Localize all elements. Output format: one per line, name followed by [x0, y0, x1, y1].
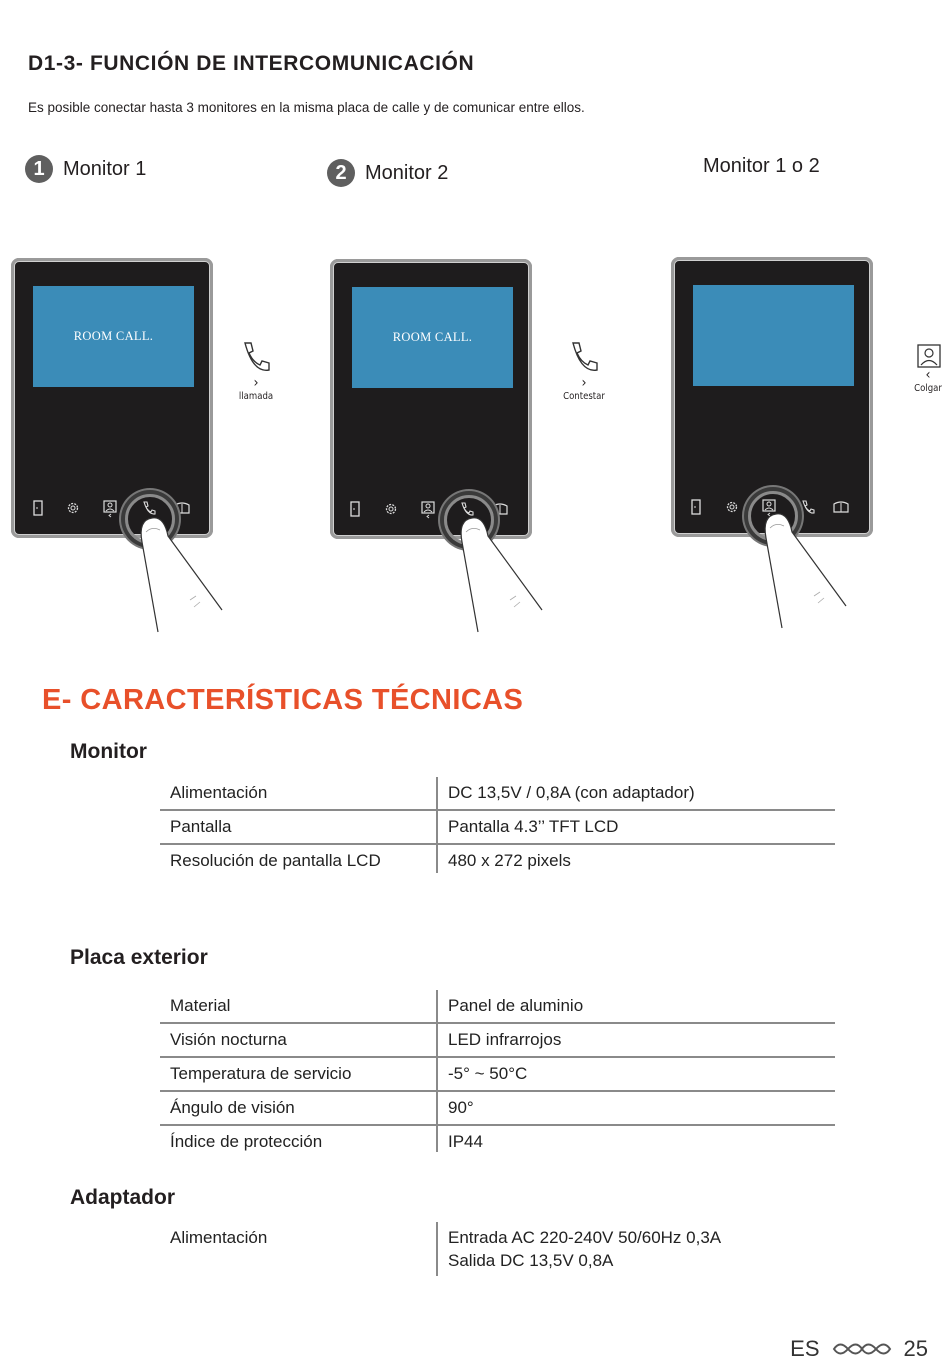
- monitor-screen: ROOM CALL.: [352, 287, 513, 388]
- monitor-screen: [693, 285, 854, 386]
- action-llamada: [228, 340, 284, 402]
- step-text: Monitor 1 o 2: [703, 155, 820, 177]
- gear-icon: [65, 500, 81, 516]
- spec-value-line1: Entrada AC 220-240V 50/60Hz 0,3A: [448, 1228, 722, 1247]
- action-label: Colgar: [914, 383, 942, 394]
- action-label: llamada: [238, 391, 274, 402]
- monitor-heading: Monitor: [70, 740, 147, 763]
- phone-icon: [567, 340, 601, 376]
- spec-value-line2: Salida DC 13,5V 0,8A: [448, 1251, 614, 1270]
- finger-press-icon: [138, 512, 233, 637]
- table-row: Material Panel de aluminio: [160, 990, 835, 1024]
- arrow-right-icon: ›: [581, 375, 587, 391]
- action-contestar: [556, 340, 612, 402]
- table-row: Índice de protección IP44: [170, 1132, 483, 1151]
- step-badge: 2: [327, 159, 355, 187]
- section-title: D1-3- FUNCIÓN DE INTERCOMUNICACIÓN: [28, 52, 475, 75]
- table-row: Temperatura de servicio -5° ~ 50°C: [160, 1058, 835, 1092]
- step-2-label: [327, 159, 448, 187]
- table-row: Ángulo de visión 90°: [160, 1092, 835, 1126]
- page-number: 25: [903, 1336, 928, 1361]
- placa-heading: Placa exterior: [70, 946, 208, 969]
- monitor-3-device: [671, 257, 873, 537]
- table-row: Pantalla Pantalla 4.3’’ TFT LCD: [160, 811, 835, 845]
- page-footer: [790, 1336, 928, 1362]
- phone-icon: [239, 340, 273, 376]
- gear-icon: [724, 499, 740, 515]
- adaptador-heading: Adaptador: [70, 1186, 175, 1209]
- monitor-1-device: [11, 258, 213, 538]
- gear-icon: [383, 501, 399, 517]
- monitor-2-device: [330, 259, 532, 539]
- spec-key: Alimentación: [170, 1228, 268, 1247]
- door-icon: [689, 499, 703, 515]
- action-colgar: [900, 344, 950, 394]
- table-row: Alimentación DC 13,5V / 0,8A (con adaptador): [160, 777, 835, 811]
- door-icon: [31, 500, 45, 516]
- step-badge: 1: [25, 155, 53, 183]
- intro-text: Es posible conectar hasta 3 monitores en la misma placa de calle y de comunicar entre ellos.: [28, 100, 585, 115]
- step-3-label: [703, 155, 820, 178]
- monitor-screen: ROOM CALL.: [33, 286, 194, 387]
- action-label: Contestar: [563, 391, 605, 402]
- door-icon: [348, 501, 362, 517]
- language-code: ES: [790, 1336, 820, 1361]
- table-row: Visión nocturna LED infrarrojos: [160, 1024, 835, 1058]
- monitor-specs-table: [160, 777, 835, 877]
- specs-title: E- CARACTERÍSTICAS TÉCNICAS: [42, 684, 524, 716]
- step-text: Monitor 2: [365, 161, 449, 184]
- brand-logo-icon: [830, 1338, 894, 1360]
- arrow-left-icon: ‹: [925, 367, 931, 383]
- finger-press-icon: [762, 508, 857, 633]
- user-icon: [103, 500, 117, 518]
- arrow-right-icon: ›: [253, 375, 259, 391]
- table-row: Resolución de pantalla LCD 480 x 272 pixels: [170, 851, 571, 870]
- user-icon: [421, 501, 435, 519]
- placa-specs-table: [160, 990, 835, 1158]
- finger-press-icon: [458, 512, 553, 637]
- step-text: Monitor 1: [63, 157, 147, 180]
- step-1-label: [25, 155, 146, 183]
